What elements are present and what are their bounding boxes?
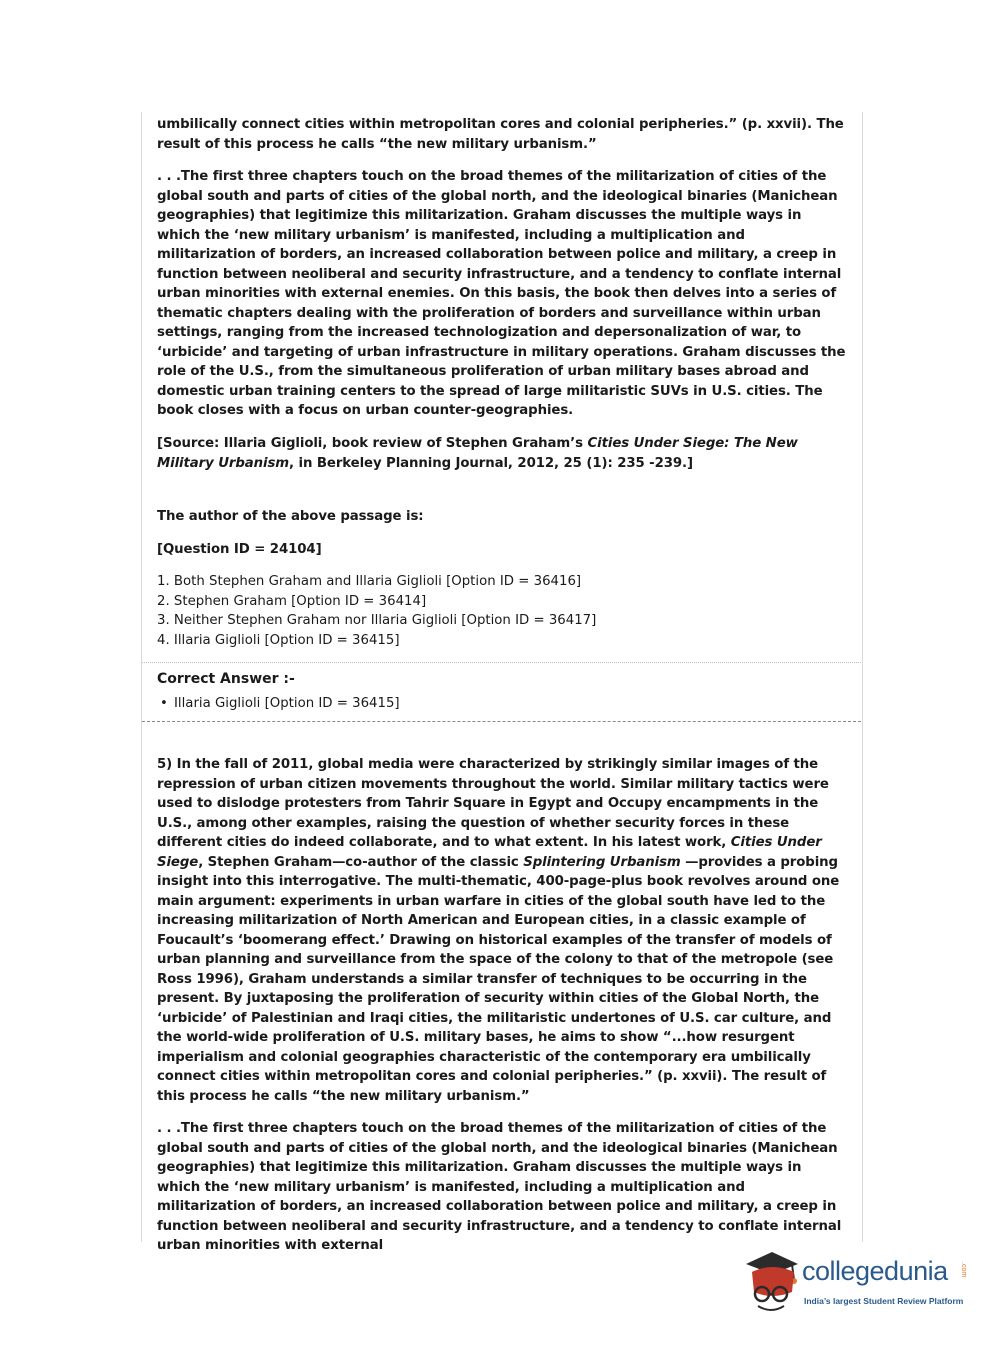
logo-wordmark: collegedunia [802, 1256, 948, 1286]
source-prefix: [Source: Illaria Giglioli, book review of Stephen Graham’s [157, 436, 588, 451]
question-id [157, 540, 847, 560]
passage-a-chapters-text: . . .The first three chapters touch on the broad themes of the militarization of cities of the global south and parts of cities of the global north, and the ideological binaries (Manichean geographies) that legitimize this militarization. Graham discusses the multiple ways in which the ‘new military urbanism’ is manifested, including a multiplication and militarization of borders, an increased collaboration between police and military, a creep in function between neoliberal and security infrastructure, and a tendency to conflate internal urban minorities with external enemies. On this basis, the book then delves into a series of thematic chapters dealing with the proliferation of borders and surveillance within urban settings, ranging from the increased technologization and depersonalization of war, to ‘urbicide’ and targeting of urban infrastructure in military operations. Graham discusses the role of the U.S., from the simultaneous proliferation of urban military bases abroad and domestic urban training centers to the spread of large militaristic SUVs in U.S. cities. The book closes with a focus on urban counter-geographies. [157, 169, 846, 418]
logo-com: .com [960, 1262, 967, 1278]
question-prompt [157, 507, 847, 527]
passage-a-chapters [157, 167, 847, 421]
answer-bullet: • [160, 696, 168, 711]
passage-b-title-1: Cities Under Siege [157, 835, 822, 870]
option-2: 2. Stephen Graham [Option ID = 36414] [157, 593, 427, 609]
passage-b-mid: , Stephen Graham—co-author of the classic [198, 854, 524, 870]
option-4: 4. Illaria Giglioli [Option ID = 36415] [157, 632, 400, 648]
answer-text: Illaria Giglioli [Option ID = 36415] [174, 696, 400, 711]
question-id-text: [Question ID = 24104] [157, 542, 322, 557]
divider-dotted [142, 662, 861, 663]
option-1: 1. Both Stephen Graham and Illaria Giglioli [Option ID = 36416] [157, 574, 582, 589]
divider-dashed [142, 721, 861, 722]
source-citation [157, 434, 847, 473]
passage-a-tail [157, 115, 847, 154]
passage-b-chapters-text: . . .The first three chapters touch on the broad themes of the militarization of cities of the global south and parts of cities of the global north, and the ideological binaries (Manichean geographies) that legitimize this militarization. Graham discusses the multiple ways in which the ‘new military urbanism’ is manifested, including a multiplication and militarization of borders, an increased collaboration between police and military, a creep in function between neoliberal and security infrastructure, and a tendency to conflate internal urban minorities with external [157, 1121, 842, 1253]
passage-b-title-2: Splintering Urbanism [523, 854, 681, 870]
correct-answer-value [160, 694, 400, 714]
correct-answer-heading: Correct Answer :- [157, 671, 295, 687]
source-suffix: , in Berkeley Planning Journal, 2012, 25 (1): 235 -239.] [289, 455, 693, 471]
mascot-icon [742, 1250, 804, 1320]
collegedunia-logo [742, 1250, 972, 1320]
passage-b-p1: 5) In the fall of 2011, global media were characterized by strikingly similar images of the repression of urban citizen movements throughout the world. Similar military tactics were used to dislodge protesters from Tahrir Square in Egypt and Occupy encampments in the U.S., among other examples, raising the question of whether security forces in these different cities do indeed collaborate, and to what extent. In his latest work, [157, 757, 829, 850]
logo-tagline: India’s largest Student Review Platform [804, 1296, 964, 1306]
passage-b-main [157, 755, 847, 1106]
passage-a-tail-text: umbilically connect cities within metropolitan cores and colonial peripheries.” (p. xxvii). The result of this process he calls “the new military urbanism.” [157, 117, 844, 152]
passage-b-chapters [157, 1119, 847, 1256]
option-3: 3. Neither Stephen Graham nor Illaria Giglioli [Option ID = 36417] [157, 613, 597, 628]
source-title: Cities Under Siege: The New Military Urbanism [157, 436, 798, 471]
passage-b-rest: —provides a probing insight into this interrogative. The multi-thematic, 400-page-plus book revolves around one main argument: experiments in urban warfare in cities of the global south have led to the increasing militarization of North American and European cities, in a classic example of Foucault’s ‘boomerang effect.’ Drawing on historical examples of the transfer of models of urban planning and surveillance from the space of the colony to that of the metropole (see Ross 1996), Graham understands a similar transfer of techniques to be occurring in the present. By juxtaposing the proliferation of security within cities of the Global North, the ‘urbicide’ of Palestinian and Iraqi cities, the militaristic undertones of U.S. car culture, and the world-wide proliferation of U.S. military bases, he aims to show “...how resurgent imperialism and colonial geographies characteristic of the contemporary era umbilically connect cities within metropolitan cores and colonial peripheries.” (p. xxvii). The result of this process he calls “the new military urbanism.” [157, 854, 840, 1104]
question-prompt-text: The author of the above passage is: [157, 509, 424, 524]
option-list [157, 572, 847, 650]
